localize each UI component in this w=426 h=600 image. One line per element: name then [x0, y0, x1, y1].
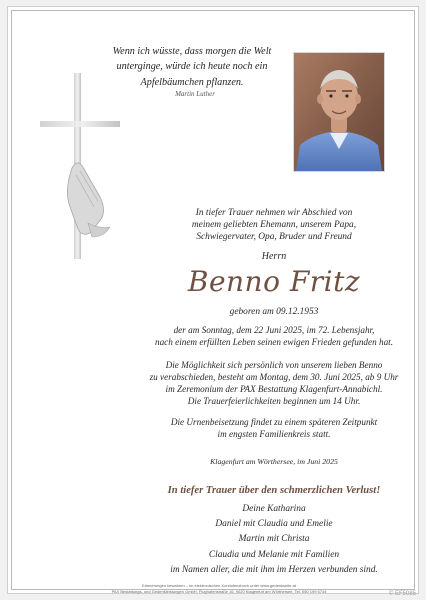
intro-line: In tiefer Trauer nehmen wir Abschied von — [195, 208, 353, 218]
quote-line: Apfelbäumchen pflanzen. — [140, 76, 244, 88]
mourning-statement: In tiefer Trauer über den schmerzlichen Verlust! — [167, 485, 381, 496]
mourners-list — [122, 502, 426, 578]
quote-line: Wenn ich wüsste, dass morgen die Welt — [112, 46, 272, 57]
footer-line: Erinnerungen bewahren – im elektronischen Kondolenzbuch unter www.gedenkseite.at — [142, 583, 296, 588]
urn-line: im engsten Familienkreis statt. — [217, 429, 331, 439]
farewell-info — [122, 359, 426, 407]
copyright-code: © EF5085 — [388, 591, 416, 597]
quote-line: unterginge, würde ich heute noch ein — [116, 61, 268, 73]
mourner-line: Deine Katharina — [242, 504, 306, 514]
death-line: der am Sonntag, dem 22 Juni 2025, im 72. Lebensjahr, — [173, 325, 375, 335]
cross-with-praying-hands-icon — [34, 73, 130, 263]
birth-date: geboren am 09.12.1953 — [229, 307, 319, 317]
intro-line: meinem geliebten Ehemann, unserem Papa, — [191, 220, 357, 231]
place-and-date: Klagenfurt am Wörthersee, im Juni 2025 — [210, 457, 338, 466]
farewell-line: im Zeremonium der PAX Bestattung Klagenfurt-Annabichl. — [165, 384, 383, 394]
mourner-line: im Namen aller, die mit ihm im Herzen verbunden sind. — [170, 564, 378, 575]
footer-line: PAX Bestattungs- und Gedenkleistungen GmbH, Flughafenstraße 16, 9020 Klagenfurt am Wörthersee, Tel. 050 199 6744 — [111, 588, 327, 594]
intro-line: Schwiegervater, Opa, Bruder und Freund — [196, 232, 352, 243]
salutation: Herrn — [261, 251, 287, 262]
death-line: nach einem erfüllten Leben seinen ewigen Frieden gefunden hat. — [154, 337, 394, 347]
intro-text — [122, 207, 426, 244]
urn-line: Die Urnenbeisetzung findet zu einem späteren Zeitpunkt — [170, 417, 378, 427]
mourner-line: Martin mit Christa — [238, 534, 310, 545]
urn-burial-info — [122, 416, 426, 440]
portrait-photo — [293, 52, 385, 172]
portrait-image — [294, 53, 384, 171]
deceased-name: Benno Fritz — [187, 265, 361, 298]
farewell-line: zu verabschieden, besteht am Montag, dem 30. Juni 2025, ab 9 Uhr — [149, 372, 399, 382]
farewell-line: Die Möglichkeit sich persönlich von unserem lieben Benno — [165, 360, 383, 370]
death-notice — [122, 324, 426, 348]
farewell-line: Die Trauerfeierlichkeiten beginnen um 14 Uhr. — [187, 396, 361, 406]
obituary-card — [11, 10, 415, 594]
quote-author: Martin Luther — [175, 90, 215, 98]
mourner-line: Claudia und Melanie mit Familien — [208, 549, 340, 560]
mourner-line: Daniel mit Claudia und Emelie — [215, 519, 333, 530]
funeral-home-footer — [82, 583, 356, 594]
